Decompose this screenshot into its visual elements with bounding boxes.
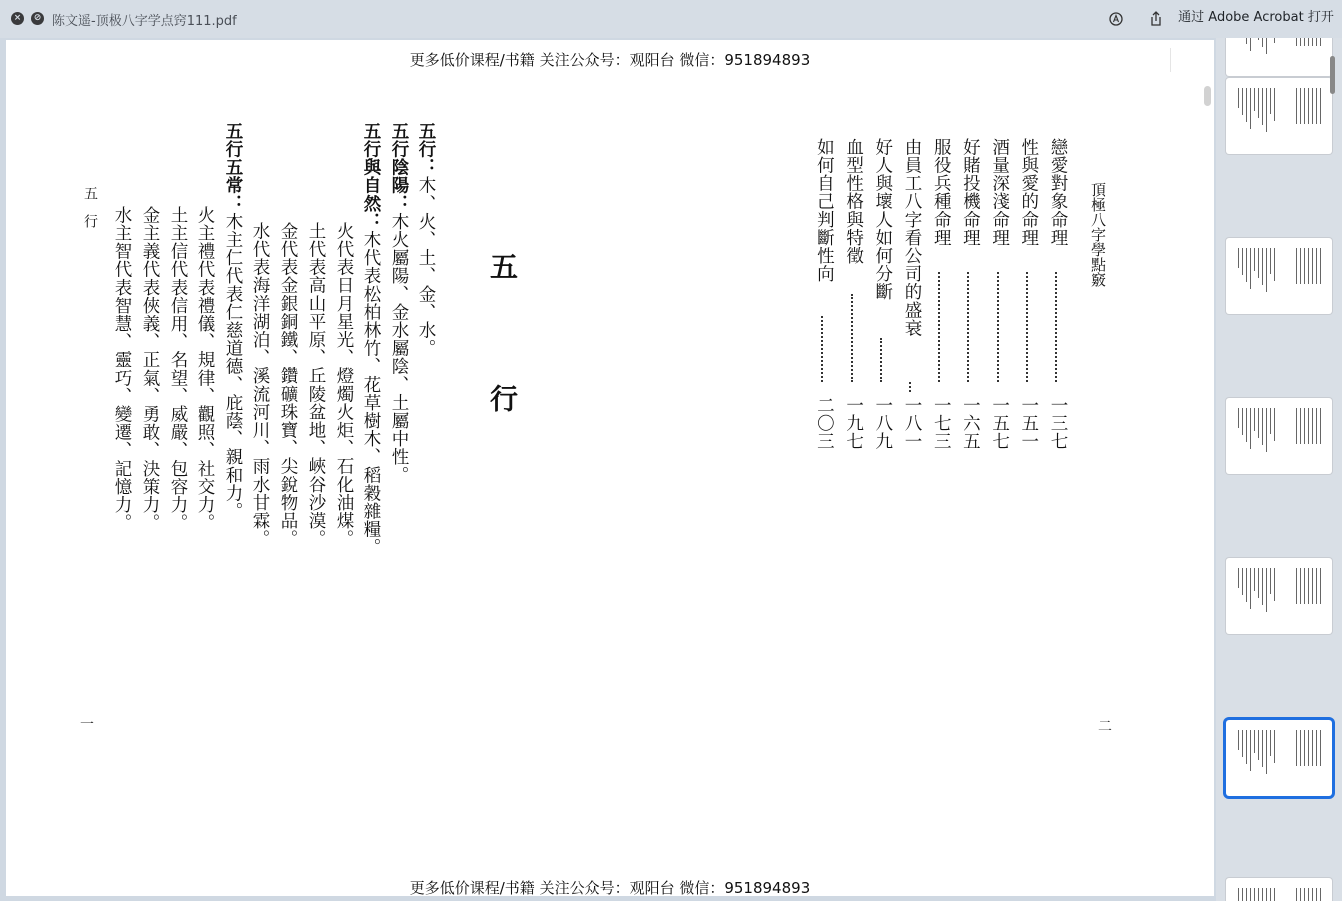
page-thumbnail[interactable] (1226, 878, 1332, 901)
body-text-column (359, 122, 384, 556)
body-text-column (221, 122, 246, 520)
page-header-watermark: 更多低价课程/书籍 关注公众号：观阳台 微信：951894893 (409, 51, 811, 69)
toc-dot-leader (967, 272, 969, 382)
toc-entry-title: 如何自己判斷性向 (814, 138, 835, 283)
toc-dot-leader (821, 316, 823, 382)
title-bar (0, 0, 1342, 38)
toc-entry-title: 酒量深淺命理 (989, 138, 1010, 247)
toc-entry-title: 服役兵種命理 (931, 138, 952, 247)
right-page-number: 二 (1098, 719, 1112, 735)
body-text-column: 火主禮代表禮儀、規律、觀照、社交力。 (195, 206, 215, 532)
topic-label: 五行與自然： (361, 122, 381, 231)
toc-entry-page: 一八一 (902, 396, 922, 451)
left-page-number: 一 (80, 717, 94, 733)
toc-entry-page: 一八九 (872, 396, 893, 451)
toc-entry-page: 一五一 (1018, 396, 1039, 451)
topic-text: 木代表松柏林竹、花草樹木、稻穀雜糧。 (361, 230, 381, 557)
pdf-page (6, 40, 1214, 896)
body-text-column: 水代表海洋湖泊、溪流河川、雨水甘霖。 (250, 222, 270, 548)
minimize-icon[interactable]: ⊘ (31, 12, 44, 25)
toc-entry-page: 一六五 (960, 396, 981, 451)
toc-entry-title: 戀愛對象命理 (1048, 138, 1068, 247)
left-side-label: 五 行 (82, 186, 98, 228)
toc-dot-leader (1055, 272, 1057, 382)
markup-icon[interactable] (1106, 9, 1126, 29)
body-text-column: 金代表金銀銅鐵、鑽礦珠寶、尖銳物品。 (278, 222, 298, 548)
topic-text: 木、火、土、金、水。 (416, 176, 436, 358)
page-thumbnail[interactable] (1226, 398, 1332, 474)
sidebar-scrollbar[interactable] (1330, 56, 1335, 94)
topic-label: 五行陰陽： (389, 122, 409, 213)
topic-text: 木火屬陽、金水屬陰、土屬中性。 (389, 212, 409, 484)
toc-dot-leader (880, 338, 882, 382)
body-text-column: 土主信代表信用、名望、威嚴、包容力。 (168, 206, 188, 532)
topic-label: 五行五常： (223, 122, 243, 213)
toc-entry-title: 由員工八字看公司的盛衰 (902, 138, 922, 338)
page-thumbnail[interactable] (1226, 720, 1332, 796)
toc-entry-title: 好賭投機命理 (960, 138, 981, 247)
topic-label: 五行： (416, 122, 436, 177)
body-text-column (414, 122, 439, 357)
body-text-column: 土代表高山平原、丘陵盆地、峽谷沙漠。 (306, 222, 326, 548)
toc-entry-title: 好人與壞人如何分斷 (872, 138, 893, 301)
toc-dot-leader (909, 382, 911, 392)
toc-entry-title: 血型性格與特徵 (843, 138, 864, 265)
toc-dot-leader (1026, 272, 1028, 382)
open-in-acrobat-button[interactable]: 通过 Adobe Acrobat 打开 (1178, 10, 1334, 25)
window-title: 陈文遥-顶极八字学点窍111.pdf (52, 14, 237, 29)
toc-dot-leader (851, 294, 853, 382)
close-icon[interactable]: × (11, 12, 24, 25)
toc-entry-page: 二〇三 (814, 396, 835, 451)
toc-entry-page: 一七三 (931, 396, 952, 451)
share-icon[interactable] (1146, 9, 1166, 29)
body-text-column: 金主義代表俠義、正氣、勇敢、決策力。 (140, 206, 160, 532)
toc-dot-leader (938, 272, 940, 382)
toc-entry-page: 一五七 (989, 396, 1010, 451)
toc-entry-page: 一九七 (843, 396, 864, 451)
page-scrollbar[interactable] (1204, 86, 1211, 106)
page-thumbnail[interactable] (1226, 78, 1332, 154)
running-title: 頂極八字學點竅 (1089, 182, 1107, 287)
body-text-column: 水主智代表智慧、靈巧、變遷、記憶力。 (112, 206, 132, 532)
page-divider (1170, 48, 1171, 72)
section-heading: 五 行 (486, 252, 519, 450)
toc-dot-leader (997, 272, 999, 382)
toc-entry-page: 一三七 (1048, 396, 1068, 451)
topic-text: 木主仁代表仁慈道德、庇蔭、親和力。 (223, 212, 243, 521)
page-footer-watermark: 更多低价课程/书籍 关注公众号：观阳台 微信：951894893 (409, 879, 811, 896)
toc-entry-title: 性與愛的命理 (1018, 138, 1039, 247)
page-thumbnail[interactable] (1226, 558, 1332, 634)
page-thumbnail[interactable] (1226, 238, 1332, 314)
body-text-column: 火代表日月星光、燈燭火炬、石化油煤。 (334, 222, 354, 548)
thumbnail-sidebar (1216, 38, 1342, 901)
body-text-column (387, 122, 412, 484)
page-thumbnail[interactable] (1226, 38, 1332, 76)
